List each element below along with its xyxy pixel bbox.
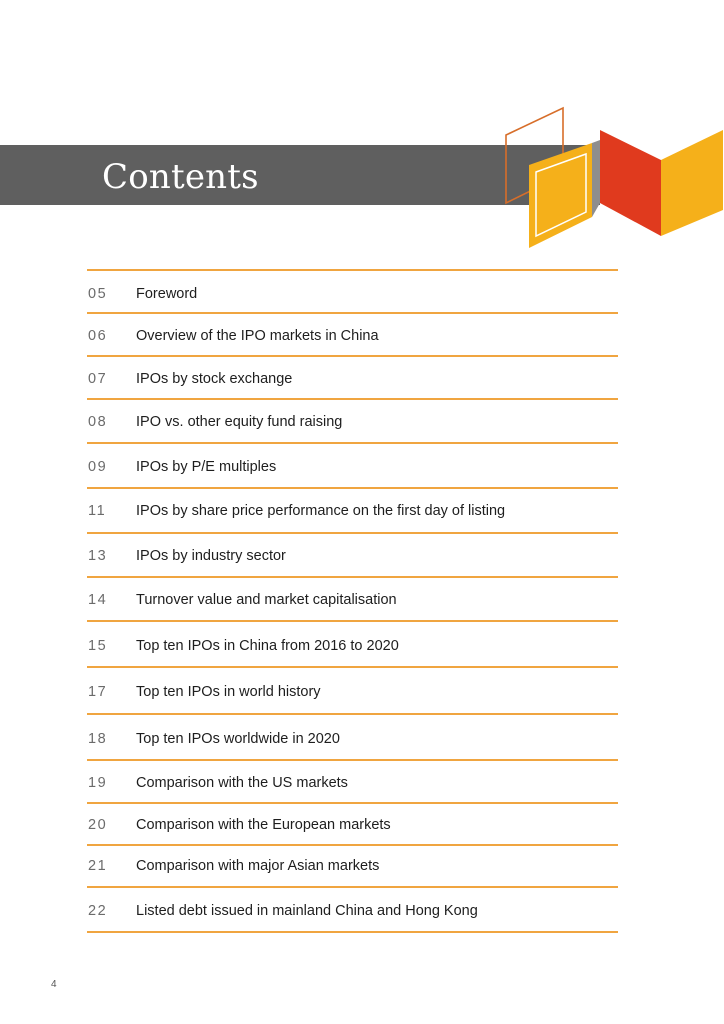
toc-entry-title: Top ten IPOs worldwide in 2020 [136,731,340,747]
toc-entry[interactable] [87,456,618,478]
toc-entry-title: Listed debt issued in mainland China and Hong Kong [136,903,478,919]
toc-divider [87,576,618,578]
toc-entry-title: Foreword [136,286,198,302]
toc-page-number: 19 [88,775,108,791]
toc-entry-title: Top ten IPOs in China from 2016 to 2020 [136,638,399,654]
toc-page-number: 11 [88,503,107,519]
toc-entry[interactable] [87,814,618,836]
toc-entry-title: IPOs by industry sector [136,548,286,564]
toc-page-number: 21 [88,858,108,874]
toc-divider [87,487,618,489]
toc-entry[interactable] [87,283,618,305]
toc-entry[interactable] [87,900,618,922]
toc-divider [87,620,618,622]
toc-entry-title: IPO vs. other equity fund raising [136,414,343,430]
toc-entry[interactable] [87,589,618,611]
orange-solid-block [529,143,592,248]
toc-entry[interactable] [87,772,618,794]
red-block [600,130,661,236]
toc-entry[interactable] [87,545,618,567]
toc-page-number: 06 [88,328,108,344]
brand-blocks-graphic [496,100,724,255]
toc-entry[interactable] [87,411,618,433]
toc-page-number: 08 [88,414,108,430]
toc-entry[interactable] [87,855,618,877]
toc-entry-title: Overview of the IPO markets in China [136,328,379,344]
toc-entry-title: Comparison with the European markets [136,817,391,833]
toc-divider [87,312,618,314]
toc-divider [87,802,618,804]
toc-page-number: 15 [88,638,108,654]
toc-page-number: 07 [88,371,108,387]
toc-divider [87,398,618,400]
toc-divider [87,713,618,715]
toc-divider [87,442,618,444]
toc-entry[interactable] [87,325,618,347]
toc-entry[interactable] [87,681,618,703]
toc-divider [87,844,618,846]
toc-divider [87,666,618,668]
toc-page-number: 18 [88,731,108,747]
toc-page-number: 14 [88,592,108,608]
yellow-block [661,130,723,236]
toc-divider [87,269,618,271]
page-number: 4 [51,979,57,990]
toc-entry[interactable] [87,368,618,390]
toc-entry[interactable] [87,500,618,522]
page-title: Contents [102,157,259,197]
toc-page-number: 20 [88,817,108,833]
grey-shadow-block [592,140,600,217]
toc-page-number: 22 [88,903,108,919]
toc-entry-title: Comparison with the US markets [136,775,348,791]
toc-entry-title: IPOs by share price performance on the first day of listing [136,503,506,519]
toc-entry-title: Top ten IPOs in world history [136,684,321,700]
toc-entry-title: IPOs by P/E multiples [136,459,277,475]
toc-divider [87,931,618,933]
toc-page-number: 05 [88,286,108,302]
toc-page-number: 09 [88,459,108,475]
toc-divider [87,886,618,888]
toc-page-number: 17 [88,684,108,700]
toc-entry[interactable] [87,728,618,750]
toc-divider [87,759,618,761]
toc-divider [87,532,618,534]
toc-entry[interactable] [87,635,618,657]
toc-page-number: 13 [88,548,108,564]
toc-divider [87,355,618,357]
toc-entry-title: IPOs by stock exchange [136,371,293,387]
toc-entry-title: Comparison with major Asian markets [136,858,380,874]
toc-entry-title: Turnover value and market capitalisation [136,592,397,608]
